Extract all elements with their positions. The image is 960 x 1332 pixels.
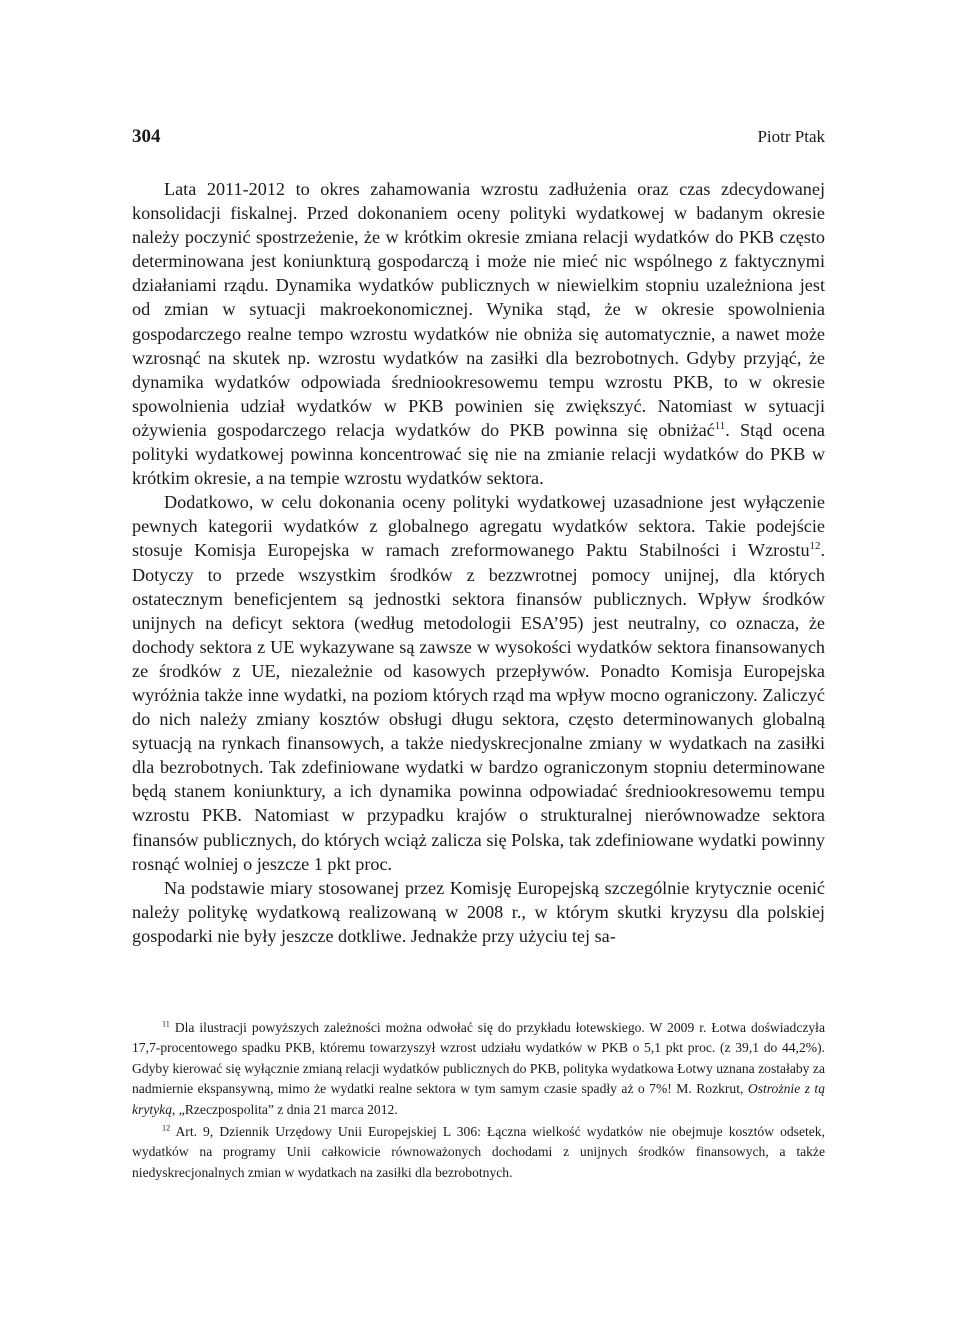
running-header: [132, 126, 825, 150]
footnote-text: Dla ilustracji powyższych zależności można odwołać się do przykładu łotewskiego. W 2009 r. Łotwa doświadczyła 17,7-procentowego spadku PKB, któremu towarzyszył wzrost udziału wydatków w PKB o 5,1 pkt proc. (z 39,1 do 44,2%). Gdyby kierować się wyłącznie zmianą relacji wydatków publicznych do PKB, polityka wydatkowa Łotwy uznana zostałaby za nadmiernie ekspansywną, mimo że wydatki realne sektora w tym samym czasie spadły aż o 7%! M. Rozkrut,: [132, 1020, 825, 1097]
paragraph-text: . Stąd ocena polityki wydatkowej powinna koncentrować się nie na zmianie relacji wydatków do PKB w krótkim okresie, a na tempie wzrostu wydatków sektora.: [132, 419, 825, 489]
footnote-number: 11: [162, 1019, 170, 1029]
footnote-reference: 11: [714, 419, 726, 432]
paragraph-text: Lata 2011-2012 to okres zahamowania wzrostu zadłużenia oraz czas zdecydowanej konsolidacji fiskalnej. Przed dokonaniem oceny polityki wydatkowej w badanym okresie należy poczynić spostrzeżenie, że w krótkim okresie zmiana relacji wydatków do PKB często determinowana jest koniunkturą gospodarczą i może nie mieć nic wspólnego z faktycznymi działaniami rządu. Dynamika wydatków publicznych w niewielkim stopniu uzależniona jest od zmian w sytuacji makroekonomicznej. Wynika stąd, że w okresie spowolnienia gospodarczego realne tempo wzrostu wydatków nie obniża się automatycznie, a nawet może wzrosnąć na skutek np. wzrostu wydatków na zasiłki dla bezrobotnych. Gdyby przyjąć, że dynamika wydatków odpowiada średniookresowemu tempu wzrostu PKB, to w okresie spowolnienia udział wydatków w PKB powinien się zwiększyć. Natomiast w sytuacji ożywienia gospodarczego relacja wydatków do PKB powinna się obniżać: [132, 179, 825, 440]
paragraph-text: . Dotyczy to przede wszystkim środków z bezzwrotnej pomocy unijnej, dla których ostatecznym beneficjentem są jednostki sektora finansów publicznych. Wpływ środków unijnych na deficyt sektora (według metodologii ESA’95) jest neutralny, co oznacza, że dochody sektora z UE wykazywane są zawsze w wysokości wydatków sektora finansowanych ze środków z UE, niezależnie od kasowych przepływów. Ponadto Komisja Europejska wyróżnia także inne wydatki, na poziom których rząd ma wpływ mocno ograniczony. Zaliczyć do nich należy zmiany kosztów obsługi długu sektora, często determinowanych globalną sytuacją na rynkach finansowych, a także niedyskrecjonalne zmiany w wydatkach na zasiłki dla bezrobotnych. Tak zdefiniowane wydatki w bardzo ograniczonym stopniu determinowane będą stanem koniunktury, a ich dynamika powinna odpowiadać średniookresowemu tempu wzrostu PKB. Natomiast w przypadku krajów o strukturalnej nierównowadze sektora finansów publicznych, do których wciąż zalicza się Polska, tak zdefiniowane wydatki powinny rosnąć wolniej o jeszcze 1 pkt proc.: [132, 540, 825, 874]
footnote-reference: 12: [809, 540, 821, 553]
main-text: [132, 177, 825, 948]
paragraph-text: Na podstawie miary stosowanej przez Komisję Europejską szczególnie krytycznie ocenić należy politykę wydatkową realizowaną w 2008 r., w którym skutki kryzysu dla polskiej gospodarki nie były jeszcze dotkliwe. Jednakże przy użyciu tej sa-: [132, 877, 825, 946]
paragraph-text: Dodatkowo, w celu dokonania oceny polityki wydatkowej uzasadnione jest wyłączenie pewnych kategorii wydatków z globalnego agregatu wydatków sektora. Takie podejście stosuje Komisja Europejska w ramach zreformowanego Paktu Stabilności i Wzrostu: [132, 492, 825, 561]
footnote: [132, 1122, 825, 1183]
page-number: 304: [132, 126, 161, 147]
paragraph: [132, 876, 825, 948]
footnote-text: Art. 9, Dziennik Urzędowy Unii Europejskiej L 306: Łączna wielkość wydatków nie obejmuje kosztów odsetek, wydatków na programy Unii całkowicie równoważonych dochodami z unijnych środków finansowych, a także niedyskrecjonalnych zmian w wydatkach na zasiłki dla bezrobotnych.: [132, 1124, 825, 1180]
paragraph: [132, 490, 825, 876]
footnote-text: , „Rzeczpospolita” z dnia 21 marca 2012.: [172, 1101, 398, 1117]
paragraph: [132, 177, 825, 490]
cited-title: Ostrożnie z tą krytyką: [132, 1081, 826, 1117]
footnote-number: 12: [162, 1123, 171, 1133]
footnote: [132, 1018, 825, 1120]
footnotes: [132, 1018, 825, 1183]
running-header-author: Piotr Ptak: [757, 127, 825, 146]
